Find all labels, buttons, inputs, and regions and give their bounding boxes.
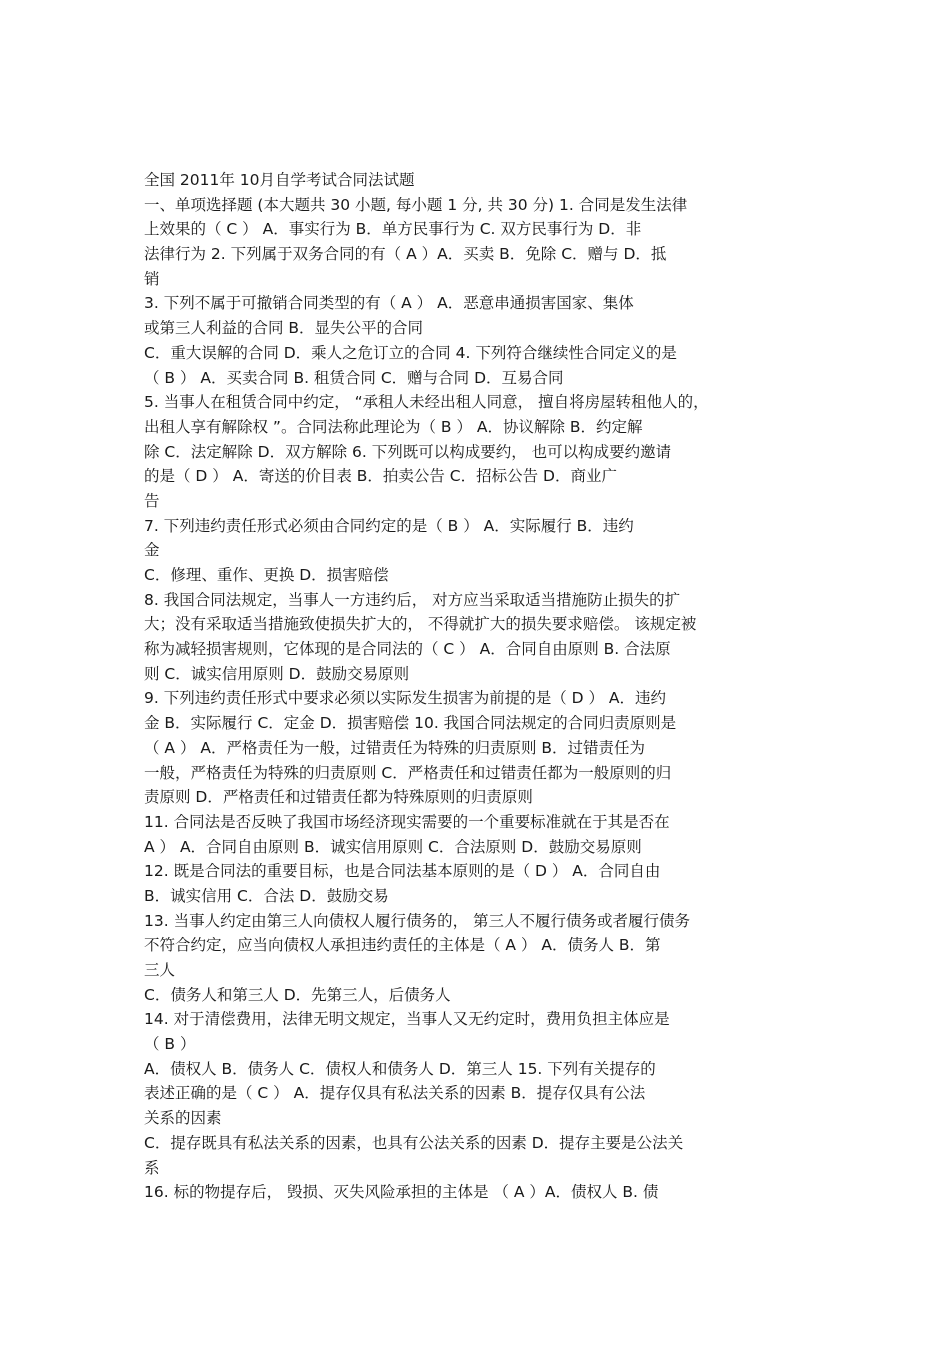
text-line: 责原则 D．严格责任和过错责任都为特殊原则的归责原则 [144,788,533,807]
text-line: 一、单项选择题 (本大题共 30 小题, 每小题 1 分, 共 30 分) 1. 合同是发生法律 [144,195,688,214]
text-line: 三人 [144,961,176,979]
text-line: C．提存既具有私法关系的因素，也具有公法关系的因素 D．提存主要是公法关 [144,1133,684,1152]
text-line: 3. 下列不属于可撤销合同类型的有（ A ） A．恶意串通损害国家、集体 [144,294,634,313]
text-line: 5. 当事人在租赁合同中约定， “承租人未经出租人同意， 擅自将房屋转租他人的， [144,393,709,412]
text-line: 法律行为 2. 下列属于双务合同的有（ A ）A．买卖 B．免除 C．赠与 D．抵 [144,245,667,264]
text-line: 不符合约定，应当向债权人承担违约责任的主体是（ A ） A．债务人 B．第 [144,936,661,955]
text-line: 一般，严格责任为特殊的归责原则 C．严格责任和过错责任都为一般原则的归 [144,763,672,782]
text-line: 14. 对于清偿费用，法律无明文规定，当事人又无约定时，费用负担主体应是 [144,1010,670,1029]
text-line: 出租人享有解除权 ”。合同法称此理论为（ B ） A．协议解除 B．约定解 [144,417,643,436]
text-line: 系 [144,1158,160,1177]
text-line: 12. 既是合同法的重要目标，也是合同法基本原则的是（ D ） A．合同自由 [144,862,661,881]
text-line: 称为减轻损害规则，它体现的是合同法的（ C ） A．合同自由原则 B. 合法原 [144,640,671,659]
text-line: 则 C．诚实信用原则 D．鼓励交易原则 [144,664,410,683]
text-line: 关系的因素 [144,1109,222,1128]
text-line: C．修理、重作、更换 D．损害赔偿 [144,566,389,584]
text-line: 或第三人利益的合同 B．显失公平的合同 [144,319,424,338]
text-line: 金 B．实际履行 C．定金 D．损害赔偿 10. 我国合同法规定的合同归责原则是 [144,714,677,733]
text-line: （ B ） [144,1035,196,1054]
text-line: 金 [144,541,160,560]
text-line: 告 [144,491,160,510]
text-line: A ） A．合同自由原则 B．诚实信用原则 C．合法原则 D．鼓励交易原则 [144,837,642,856]
question-lines [144,193,808,1205]
text-line: 8. 我国合同法规定，当事人一方违约后， 对方应当采取适当措施防止损失的扩 [144,590,681,609]
text-line: 表述正确的是（ C ） A．提存仅具有私法关系的因素 B．提存仅具有公法 [144,1084,646,1103]
text-line: 大；没有采取适当措施致使损失扩大的， 不得就扩大的损失要求赔偿。 该规定被 [144,615,697,634]
text-line: 9. 下列违约责任形式中要求必须以实际发生损害为前提的是（ D ） A．违约 [144,689,667,708]
text-line: A．债权人 B．债务人 C．债权人和债务人 D．第三人 15. 下列有关提存的 [144,1059,656,1078]
text-line: 7. 下列违约责任形式必须由合同约定的是（ B ） A．实际履行 B．违约 [144,516,634,535]
exam-document [144,168,808,1205]
text-line: 13. 当事人约定由第三人向债权人履行债务的， 第三人不履行债务或者履行债务 [144,911,691,930]
text-line: C．重大误解的合同 D．乘人之危订立的合同 4. 下列符合继续性合同定义的是 [144,343,677,362]
text-line: 上效果的（ C ） A．事实行为 B．单方民事行为 C. 双方民事行为 D．非 [144,220,642,239]
document-title: 全国 2011年 10月自学考试合同法试题 [144,171,415,189]
text-line: 的是（ D ） A．寄送的价目表 B．拍卖公告 C．招标公告 D．商业广 [144,467,617,486]
text-line: （ A ） A．严格责任为一般，过错责任为特殊的归责原则 B．过错责任为 [144,738,646,757]
text-line: 销 [144,269,160,288]
text-line: 除 C．法定解除 D．双方解除 6. 下列既可以构成要约， 也可以构成要约邀请 [144,442,672,461]
text-line: （ B ） A．买卖合同 B. 租赁合同 C．赠与合同 D．互易合同 [144,368,564,387]
text-line: B．诚实信用 C．合法 D．鼓励交易 [144,886,389,905]
text-line: 11. 合同法是否反映了我国市场经济现实需要的一个重要标准就在于其是否在 [144,812,670,831]
text-line: 16. 标的物提存后， 毁损、灭失风险承担的主体是 （ A ）A．债权人 B. 债 [144,1183,659,1202]
text-line: C．债务人和第三人 D．先第三人，后债务人 [144,985,451,1004]
